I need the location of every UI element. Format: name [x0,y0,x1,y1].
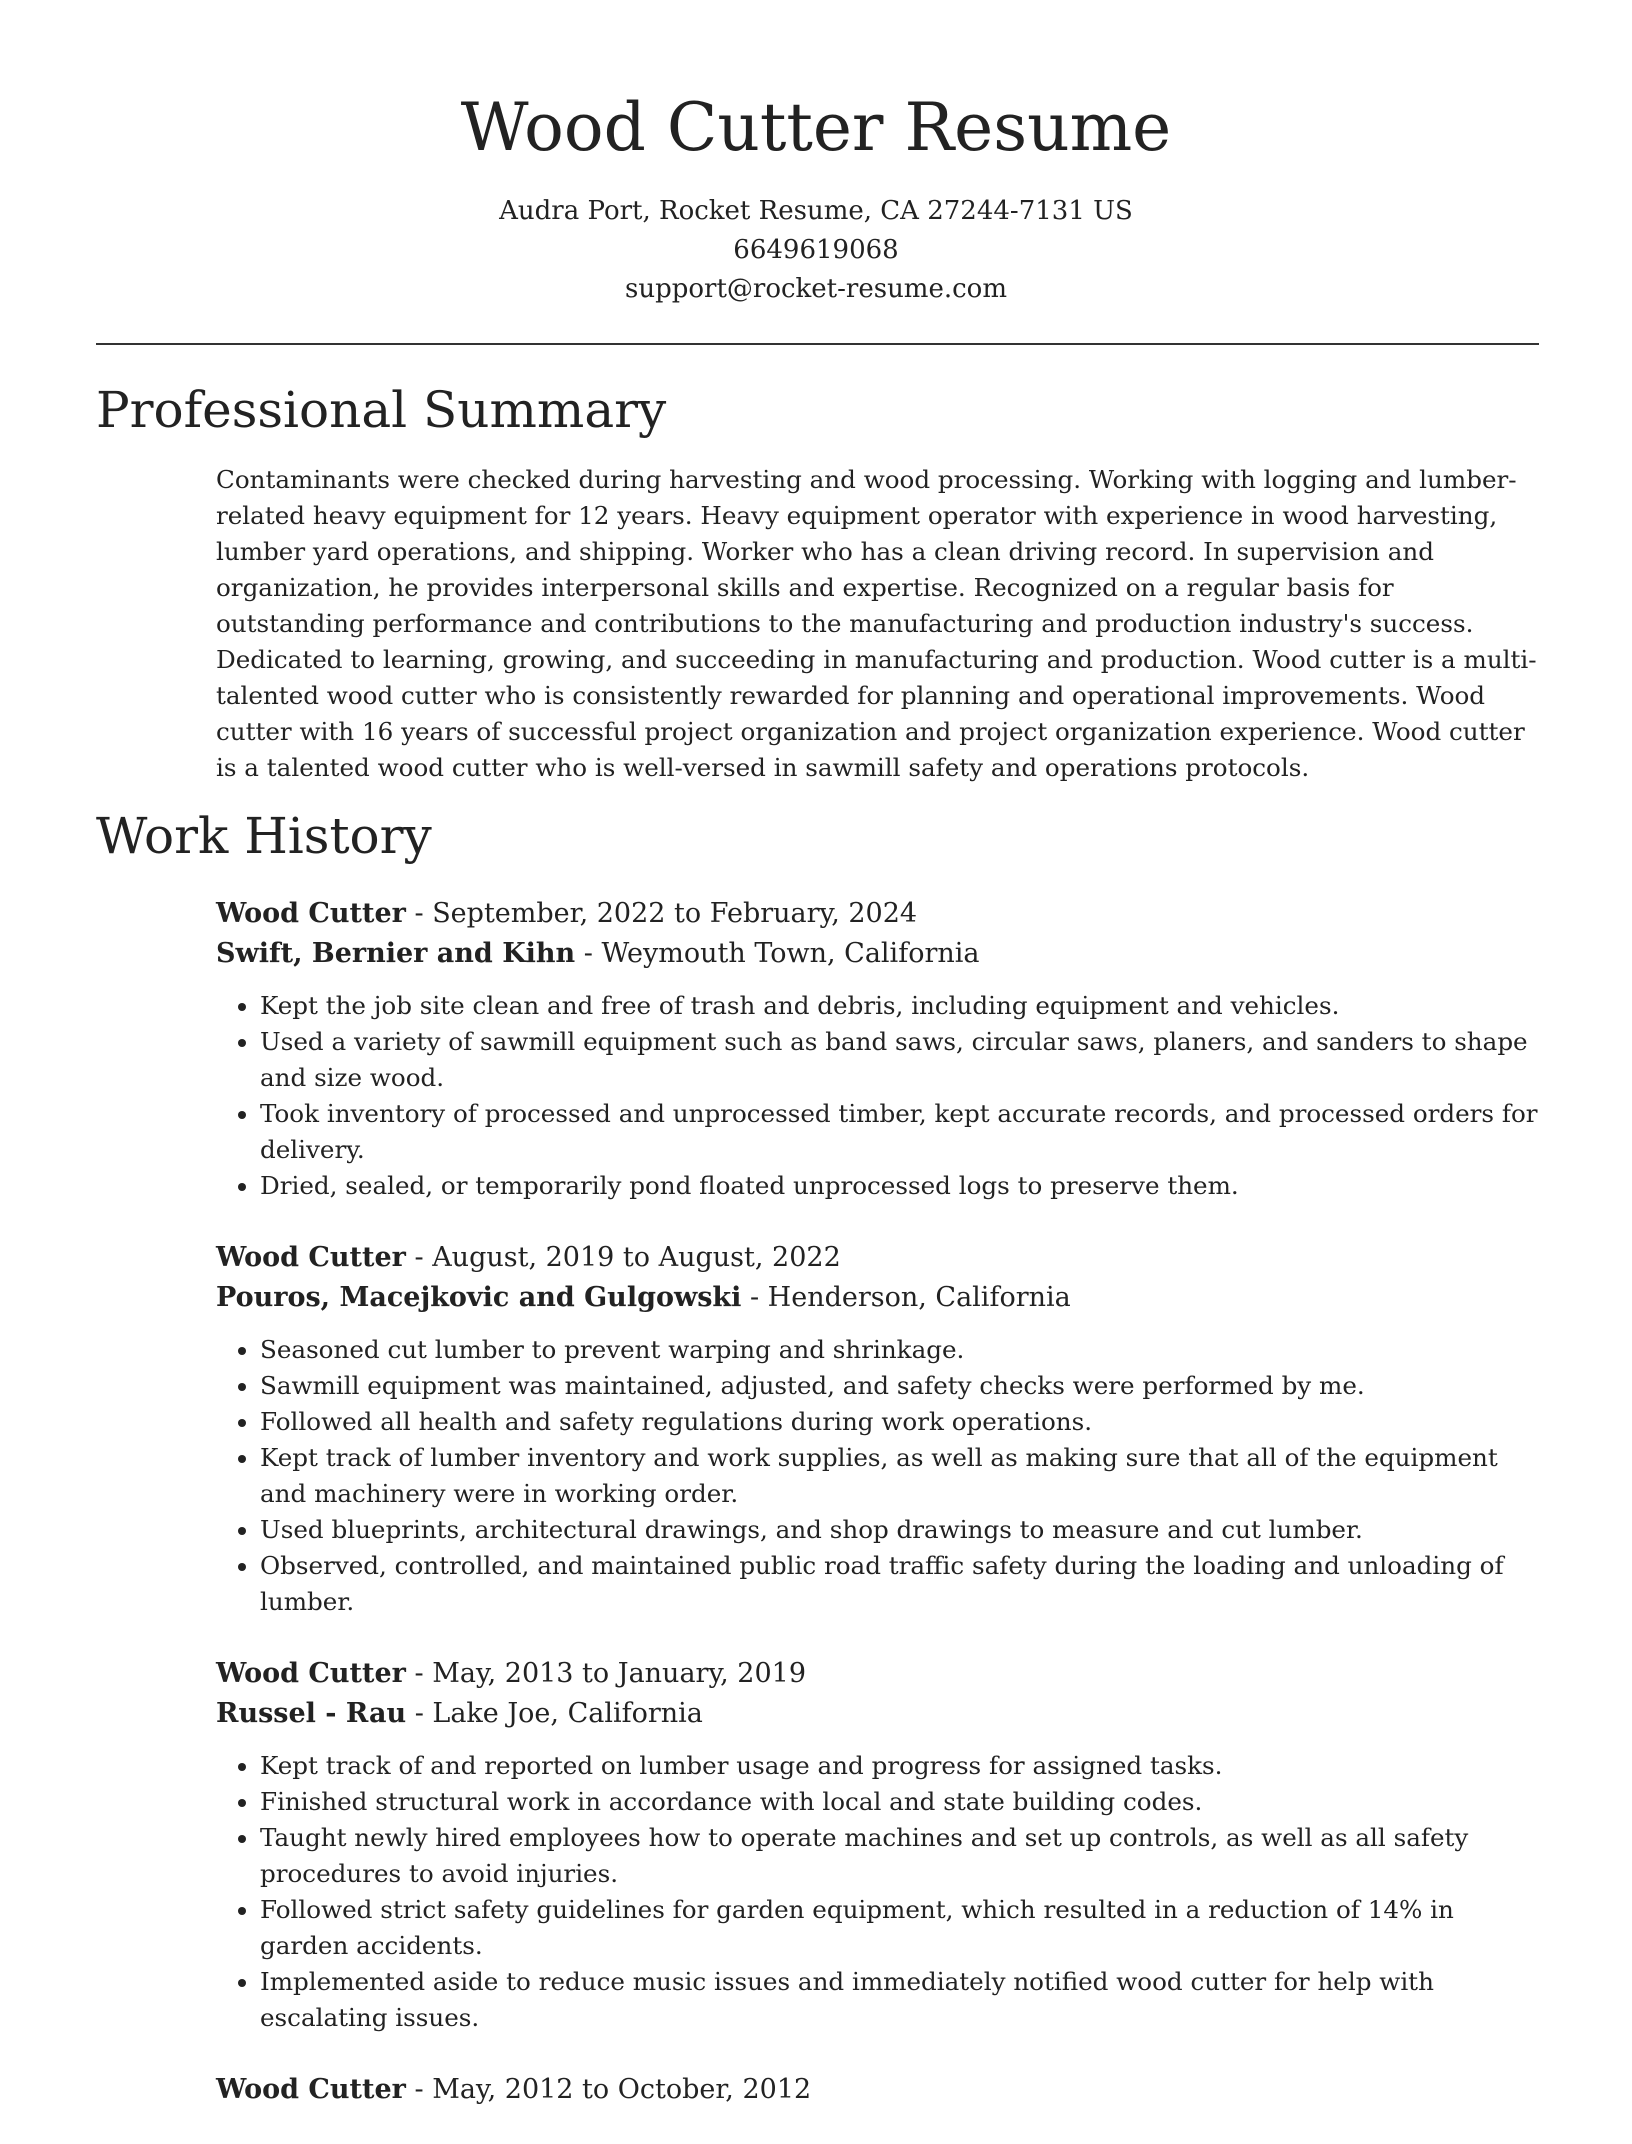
job-bullet: • Dried, sealed, or temporarily pond floated unprocessed logs to preserve them. [260,1168,1541,1204]
job-separator: - [741,1282,768,1313]
job-title: Wood Cutter [216,2074,406,2105]
job-entry [216,1238,1541,1620]
summary-heading: Professional Summary [96,381,667,439]
job-entry [216,1654,1541,2036]
job-entry [216,894,1541,1204]
job-separator: - [405,2074,433,2105]
job-location: Henderson, California [767,1282,1071,1313]
job-bullet: • Kept track of and reported on lumber usage and progress for assigned tasks. [260,1748,1541,1784]
job-company-line [216,934,1541,974]
work-history-heading: Work History [96,807,432,865]
job-dates: August, 2019 to August, 2022 [432,1242,841,1273]
job-title-line [216,2070,1541,2110]
job-company: Swift, Bernier and Kihn [216,938,576,969]
job-title-line [216,894,1541,934]
job-title: Wood Cutter [216,1242,406,1273]
job-bullets [216,1332,1541,1620]
job-separator: - [405,898,433,929]
job-title-line [216,1238,1541,1278]
job-location: Lake Joe, California [432,1698,703,1729]
summary-text: Contaminants were checked during harvesting and wood processing. Working with logging and lumber-related heavy equipment for 12 years. Heavy equipment operator with experience in wood harvesting, lumber yard operations, and shipping. Worker who has a clean driving record. In supervision and organization, he provides interpersonal skills and expertise. Recognized on a regular basis for outstanding performance and contributions to the manufacturing and production industry's success. Dedicated to learning, growing, and succeeding in manufacturing and production. Wood cutter is a multi-talented wood cutter who is consistently rewarded for planning and operational improvements. Wood cutter with 16 years of successful project organization and project organization experience. Wood cutter is a talented wood cutter who is well-versed in sawmill safety and operations protocols. [216,465,1537,782]
job-company-line [216,1694,1541,1734]
job-bullet: • Took inventory of processed and unprocessed timber, kept accurate records, and processed orders for delivery. [260,1096,1541,1168]
job-bullet: • Observed, controlled, and maintained public road traffic safety during the loading and unloading of lumber. [260,1548,1541,1620]
job-dates: September, 2022 to February, 2024 [432,898,918,929]
job-bullets [216,988,1541,1204]
job-bullet: • Implemented aside to reduce music issues and immediately notified wood cutter for help with escalating issues. [260,1964,1541,2036]
job-separator: - [575,938,602,969]
job-title: Wood Cutter [216,898,406,929]
header-divider [96,343,1539,345]
job-bullet: • Kept the job site clean and free of trash and debris, including equipment and vehicles. [260,988,1541,1024]
job-bullet: • Used a variety of sawmill equipment such as band saws, circular saws, planers, and sanders to shape and size wood. [260,1024,1541,1096]
job-company-line [216,1278,1541,1318]
contact-address: Audra Port, Rocket Resume, CA 27244-7131 US [499,196,1133,226]
job-bullet: • Seasoned cut lumber to prevent warping and shrinkage. [260,1332,1541,1368]
job-bullets [216,1748,1541,2036]
resume-title: Wood Cutter Resume [460,89,1172,166]
job-title: Wood Cutter [216,1658,406,1689]
job-company: Russel - Rau [216,1698,407,1729]
work-history-list [216,894,1541,2144]
job-bullet: • Followed strict safety guidelines for garden equipment, which resulted in a reduction of 14% in garden accidents. [260,1892,1541,1964]
job-title-line [216,1654,1541,1694]
job-entry [216,2070,1541,2110]
job-separator: - [405,1658,433,1689]
job-bullet: • Followed all health and safety regulations during work operations. [260,1404,1541,1440]
job-company: Pouros, Macejkovic and Gulgowski [216,1282,742,1313]
contact-info [0,192,1632,309]
job-separator: - [406,1698,433,1729]
resume-header [0,0,1632,309]
job-bullet: • Used blueprints, architectural drawings, and shop drawings to measure and cut lumber. [260,1512,1541,1548]
job-bullet: • Sawmill equipment was maintained, adjusted, and safety checks were performed by me. [260,1368,1541,1404]
job-location: Weymouth Town, California [601,938,980,969]
job-separator: - [405,1242,433,1273]
job-bullet: • Taught newly hired employees how to operate machines and set up controls, as well as all safety procedures to avoid injuries. [260,1820,1541,1892]
contact-phone: 6649619068 [733,235,899,265]
job-dates: May, 2013 to January, 2019 [432,1658,806,1689]
job-bullet: • Kept track of lumber inventory and work supplies, as well as making sure that all of the equipment and machinery were in working order. [260,1440,1541,1512]
job-bullet: • Finished structural work in accordance with local and state building codes. [260,1784,1541,1820]
job-dates: May, 2012 to October, 2012 [432,2074,812,2105]
contact-email: support@rocket-resume.com [624,274,1007,304]
